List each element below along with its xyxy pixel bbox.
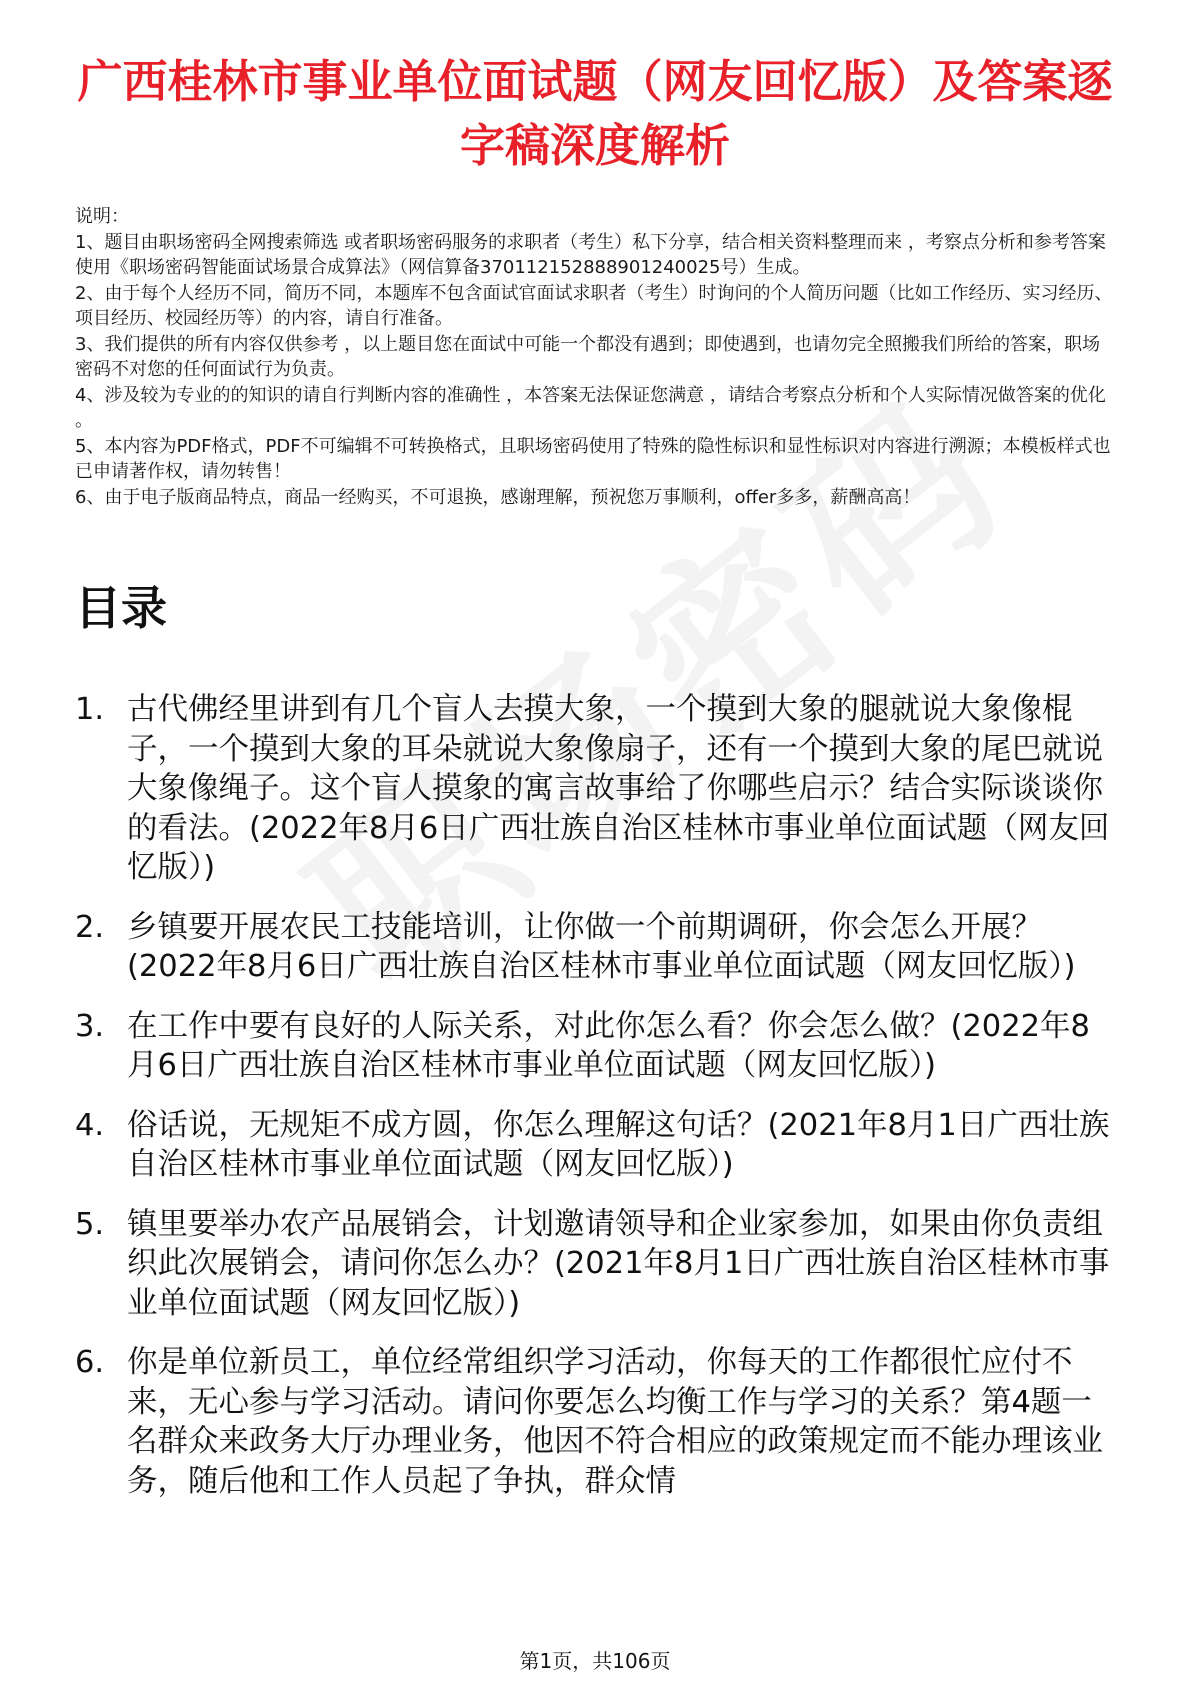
toc-item[interactable] (75, 1007, 1115, 1086)
toc-item-number: 5. (75, 1206, 105, 1242)
toc-list (75, 690, 1115, 1521)
toc-item[interactable] (75, 1106, 1115, 1185)
toc-item-text: 在工作中要有良好的人际关系，对此你怎么看？你会怎么做？(2022年8月6日广西壮族自治区桂林市事业单位面试题（网友回忆版）) (127, 1008, 1090, 1083)
toc-item-text: 古代佛经里讲到有几个盲人去摸大象，一个摸到大象的腿就说大象像棍子，一个摸到大象的耳朵就说大象像扇子，还有一个摸到大象的尾巴就说大象像绳子。这个盲人摸象的寓言故事给了你哪些启示？结合实际谈谈你的看法。(2022年8月6日广西壮族自治区桂林市事业单位面试题（网友回忆版）) (127, 692, 1110, 885)
toc-item[interactable] (75, 908, 1115, 987)
toc-item-number: 3. (75, 1008, 105, 1044)
note-item: 5、本内容为PDF格式，PDF不可编辑不可转换格式，且职场密码使用了特殊的隐性标识和显性标识对内容进行溯源；本模板样式也已申请著作权，请勿转售！ (75, 435, 1111, 482)
toc-item-number: 2. (75, 909, 105, 945)
toc-item-text: 乡镇要开展农民工技能培训，让你做一个前期调研，你会怎么开展？(2022年8月6日广西壮族自治区桂林市事业单位面试题（网友回忆版）) (127, 909, 1076, 984)
toc-item[interactable] (75, 1205, 1115, 1324)
toc-item-text: 你是单位新员工，单位经常组织学习活动，你每天的工作都很忙应付不来，无心参与学习活动。请问你要怎么均衡工作与学习的关系？第4题一名群众来政务大厅办理业务，他因不符合相应的政策规定而不能办理该业务，随后他和工作人员起了争执，群众情 (127, 1345, 1103, 1499)
toc-item-number: 4. (75, 1107, 105, 1143)
document-title: 广西桂林市事业单位面试题（网友回忆版）及答案逐字稿深度解析 (77, 55, 1113, 172)
toc-item-number: 1. (75, 692, 105, 727)
toc-item-text: 俗话说，无规矩不成方圆，你怎么理解这句话？(2021年8月1日广西壮族自治区桂林市事业单位面试题（网友回忆版）) (127, 1107, 1110, 1182)
note-item: 6、由于电子版商品特点，商品一经购买，不可退换，感谢理解，预祝您万事顺利，offer多多，薪酬高高！ (75, 486, 921, 508)
notes-heading: 说明： (75, 206, 129, 227)
toc-heading: 目录 (75, 581, 167, 635)
note-item: 4、涉及较为专业的的知识的请自行判断内容的准确性 ，本答案无法保证您满意 ，请结合考察点分析和个人实际情况做答案的优化 。 (75, 384, 1106, 431)
note-item: 2、由于每个人经历不同，简历不同，本题库不包含面试官面试求职者（考生）时询问的个人简历问题（比如工作经历、实习经历、项目经历、校园经历等）的内容，请自行准备。 (75, 282, 1113, 329)
notes-section (75, 204, 1115, 510)
page-number-footer: 第1页，共106页 (519, 1649, 671, 1673)
toc-item-text: 镇里要举办农产品展销会，计划邀请领导和企业家参加，如果由你负责组织此次展销会，请问你怎么办？(2021年8月1日广西壮族自治区桂林市事业单位面试题（网友回忆版）) (127, 1206, 1110, 1321)
note-item: 1、题目由职场密码全网搜索筛选 或者职场密码服务的求职者（考生）私下分享，结合相关资料整理而来 ，考察点分析和参考答案使用《职场密码智能面试场景合成算法》（网信算备370112152888901240025号）生成。 (75, 231, 1106, 278)
toc-item[interactable] (75, 1343, 1115, 1501)
toc-item-number: 6. (75, 1345, 105, 1380)
toc-item[interactable] (75, 690, 1115, 888)
note-item: 3、我们提供的所有内容仅供参考 ，以上题目您在面试中可能一个都没有遇到；即使遇到，也请勿完全照搬我们所给的答案，职场密码不对您的任何面试行为负责。 (75, 333, 1101, 380)
